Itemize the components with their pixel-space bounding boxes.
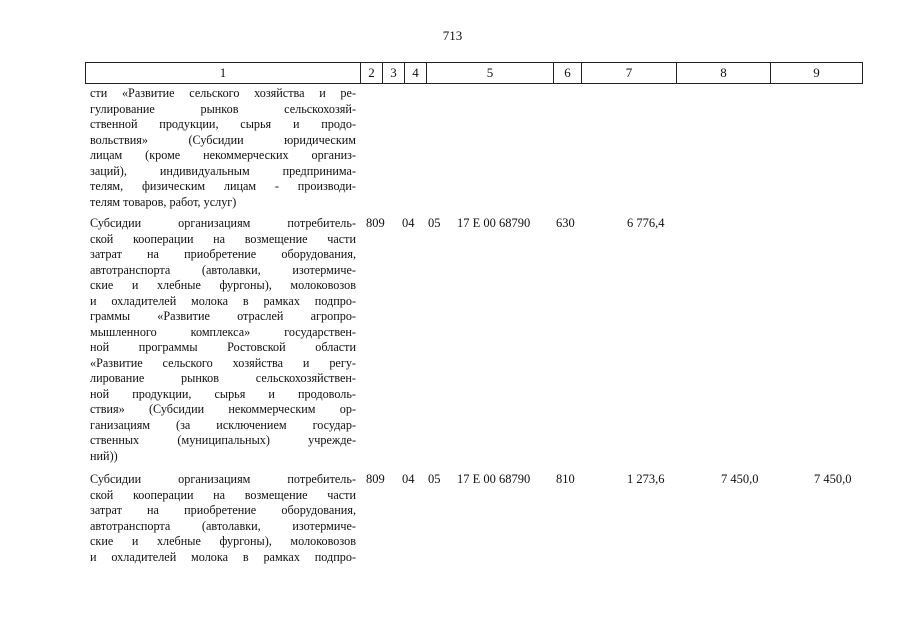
header-col-9: 9 [813, 65, 820, 80]
header-col-3: 3 [383, 63, 405, 83]
row-text-line: автотранспорта (автолавки, изотермиче- [90, 518, 356, 533]
table-row [90, 86, 356, 210]
header-col-5: 5 [427, 63, 554, 83]
row-text-line: ственных (муниципальных) учрежде- [90, 433, 356, 447]
cell-section: 04 [402, 216, 415, 230]
cell-ministry-code: 809 [366, 216, 385, 230]
cell-ministry-code: 809 [366, 472, 385, 486]
row-text-line: заций), индивидуальным предпринима- [90, 163, 356, 178]
row-text-line: и охладителей молока в рамках подпро- [90, 293, 356, 308]
cell-amount-col7: 6 776,4 [627, 216, 665, 230]
row-text-line: сти «Развитие сельского хозяйства и ре- [90, 86, 356, 100]
table-header [85, 62, 863, 84]
row-text-line: ной продукции, сырья и продоволь- [90, 386, 356, 401]
row-text-line: граммы «Развитие отраслей агропро- [90, 309, 356, 323]
cell-expense-type: 630 [556, 216, 575, 230]
cell-section: 04 [402, 472, 415, 486]
row-text-line: ствия» (Субсидии некоммерческим ор- [90, 402, 356, 416]
row-text-line: Субсидии организациям потребитель- [90, 472, 356, 486]
row-text-line: автотранспорта (автолавки, изотермиче- [90, 262, 356, 277]
row-text-line: ний)) [90, 448, 118, 463]
row-text-line: вольствия» (Субсидии юридическим [90, 132, 356, 147]
row-text-line: лирование рынков сельскохозяйствен- [90, 371, 356, 385]
row-text-line: ской кооперации на возмещение части [90, 231, 356, 246]
row-text-line: гулирование рынков сельскохозяй- [90, 101, 356, 116]
row-text-line: ганизациям (за исключением государ- [90, 417, 356, 432]
row-text-line: и охладителей молока в рамках подпро- [90, 549, 356, 564]
row-text-line: затрат на приобретение оборудования, [90, 247, 356, 261]
row-text-line: мышленного комплекса» государствен- [90, 324, 356, 339]
row-text-line: телям, физическим лицам - производи- [90, 179, 356, 193]
page-number: 713 [442, 28, 463, 43]
cell-subsection: 05 [428, 216, 441, 230]
header-col-4: 4 [405, 63, 427, 83]
row-text-line: телям товаров, работ, услуг) [90, 194, 237, 209]
row-text-line: ской кооперации на возмещение части [90, 487, 356, 502]
header-col-2: 2 [361, 63, 383, 83]
row-text-line: «Развитие сельского хозяйства и регу- [90, 355, 356, 370]
row-text-line: ские и хлебные фургоны), молоковозов [90, 534, 356, 548]
row-text-line: затрат на приобретение оборудования, [90, 503, 356, 517]
header-col-7: 7 [582, 63, 677, 83]
row-text-line: Субсидии организациям потребитель- [90, 216, 356, 230]
row-text-line: ственной продукции, сырья и продо- [90, 117, 356, 131]
row-text-line: ной программы Ростовской области [90, 340, 356, 354]
header-col-1: 1 [86, 63, 361, 83]
cell-subsection: 05 [428, 472, 441, 486]
header-col-6: 6 [554, 63, 582, 83]
header-col-8: 8 [677, 63, 771, 83]
cell-target-article: 17 Е 00 68790 [457, 472, 531, 486]
row-text-line: лицам (кроме некоммерческих организ- [90, 148, 356, 162]
cell-amount-col8: 7 450,0 [721, 472, 759, 486]
row-text-line: ские и хлебные фургоны), молоковозов [90, 278, 356, 292]
cell-amount-col7: 1 273,6 [627, 472, 665, 486]
cell-target-article: 17 Е 00 68790 [457, 216, 531, 230]
cell-amount-col9: 7 450,0 [814, 472, 852, 486]
table-row [90, 472, 356, 565]
table-row [90, 216, 356, 464]
cell-expense-type: 810 [556, 472, 575, 486]
